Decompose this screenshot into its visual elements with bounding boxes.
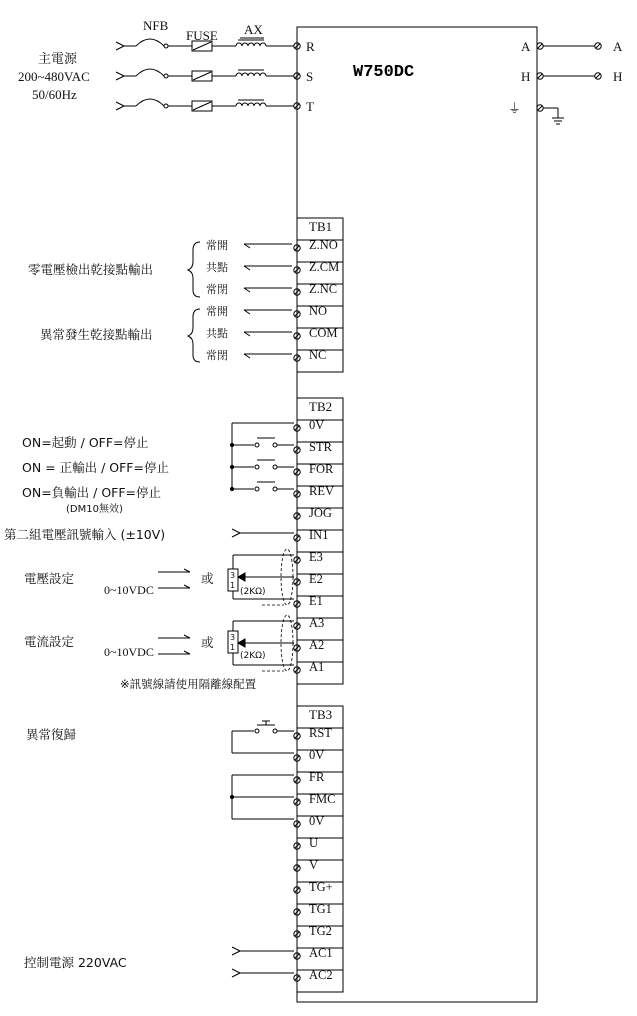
ax-reactor	[236, 43, 266, 46]
main-power-voltage: 200~480VAC	[18, 69, 90, 84]
contact-arrow	[244, 354, 250, 358]
input-arrow	[116, 46, 124, 50]
wiper-arrow	[238, 573, 245, 581]
tb1-terminal: NO	[309, 304, 328, 318]
contact-arrow	[244, 288, 250, 292]
contact-arrow	[244, 266, 250, 270]
tb2-terminal: A2	[309, 638, 325, 652]
switch-contact	[273, 443, 277, 447]
input-arrow	[232, 951, 240, 955]
ground-icon: ⏚	[508, 102, 522, 117]
tb2-terminal: A3	[309, 616, 325, 630]
contact-label: 常閉	[206, 283, 228, 296]
fault-output-label: 異常發生乾接點輸出	[40, 327, 153, 342]
junction-dot	[230, 487, 233, 490]
reverse-subnote: (DM10無效)	[66, 504, 123, 515]
current-pot-value: (2KΩ)	[240, 651, 266, 661]
ax-reactor	[236, 73, 266, 76]
outer-a-label: A	[613, 39, 623, 54]
nfb-breaker	[136, 69, 164, 76]
breaker-contact	[164, 74, 168, 78]
tb3-terminal: V	[309, 858, 319, 872]
voltage-or-label: 或	[201, 571, 214, 586]
tb3-terminal: FR	[309, 770, 325, 784]
tb3-terminal: AC1	[309, 946, 333, 960]
breaker-contact	[164, 104, 168, 108]
button-contact	[273, 729, 277, 733]
switch-contact	[273, 487, 277, 491]
reverse-note: ON=負輸出 / OFF=停止	[22, 485, 162, 500]
ax-reactor	[236, 103, 266, 106]
terminal-s-label: S	[306, 69, 314, 84]
input-arrow	[232, 973, 240, 977]
input-arrow	[116, 72, 124, 76]
zero-voltage-output-label: 零電壓檢出乾接點輸出	[28, 262, 154, 277]
terminal-t-label: T	[306, 99, 314, 114]
switch-contact	[255, 465, 259, 469]
tb2-terminal: E2	[309, 572, 323, 586]
current-range-label: 0~10VDC	[104, 645, 154, 659]
tb1-terminal: Z.CM	[309, 260, 340, 274]
tb3-terminal: TG+	[309, 880, 333, 894]
tb3-label: TB3	[309, 707, 333, 722]
shield-note: ※訊號線請使用隔離線配置	[120, 677, 257, 691]
contact-arrow	[244, 310, 250, 314]
breaker-contact	[164, 44, 168, 48]
input-arrow	[232, 969, 240, 973]
junction-dot	[230, 443, 233, 446]
tb1-terminal: Z.NC	[309, 282, 338, 296]
tb2-terminal: A1	[309, 660, 325, 674]
tb3-wires	[230, 721, 294, 977]
junction-dot	[230, 465, 233, 468]
main-power-label: 主電源	[38, 52, 78, 67]
terminal-h-label: H	[521, 69, 531, 84]
fuse-element	[193, 72, 211, 80]
junction-dot	[230, 795, 233, 798]
tb1-terminal: Z.NO	[309, 238, 338, 252]
contact-label: 共點	[206, 261, 228, 274]
contact-arrow	[244, 332, 250, 336]
contact-label: 常開	[206, 239, 228, 252]
switch-contact	[255, 487, 259, 491]
current-pot-pin-bottom: 1	[230, 643, 236, 652]
reset-label: 異常復歸	[26, 727, 77, 742]
zero-brace	[188, 242, 200, 297]
contact-arrow	[244, 244, 250, 248]
ax-label: AX	[244, 22, 263, 37]
armature-wiring	[537, 43, 601, 124]
tb1-terminal: NC	[309, 348, 327, 362]
tb2-terminal: FOR	[309, 462, 334, 476]
current-pot-pin-top: 3	[230, 633, 236, 642]
voltage-range-label: 0~10VDC	[104, 583, 154, 597]
main-power-frequency: 50/60Hz	[32, 87, 77, 102]
terminal-a-label: A	[521, 39, 531, 54]
tb3-terminal: TG1	[309, 902, 332, 916]
switch-contact	[255, 443, 259, 447]
voltage-pot-value: (2KΩ)	[240, 587, 266, 597]
contact-label: 常開	[206, 305, 228, 318]
voltage-pot-pin-top: 3	[230, 571, 236, 580]
tb3-terminal: RST	[309, 726, 332, 740]
tb2-terminal: REV	[309, 484, 334, 498]
tb3-terminal: 0V	[309, 748, 325, 762]
power-lines	[116, 39, 300, 111]
outer-h-label: H	[613, 69, 623, 84]
tb1-label: TB1	[309, 219, 333, 234]
contact-label: 共點	[206, 327, 228, 340]
nfb-breaker	[136, 39, 164, 46]
fault-brace	[188, 309, 200, 362]
input-arrow	[116, 106, 124, 110]
in1-label: 第二組電壓訊號輸入 (±10V)	[4, 527, 166, 542]
tb2-terminal: IN1	[309, 528, 329, 542]
tb1-wires	[244, 244, 292, 358]
tb2-wires	[158, 423, 294, 671]
input-arrow	[116, 102, 124, 106]
nfb-breaker	[136, 99, 164, 106]
tb1-terminal: COM	[309, 326, 338, 340]
switch-contact	[273, 465, 277, 469]
input-arrow	[232, 529, 240, 533]
input-arrow	[116, 76, 124, 80]
tb3-terminal: AC2	[309, 968, 333, 982]
input-arrow	[232, 947, 240, 951]
fuse-label: FUSE	[186, 28, 218, 43]
tb2-terminal: E3	[309, 550, 323, 564]
control-power-label: 控制電源 220VAC	[24, 955, 127, 970]
fuse-element	[193, 42, 211, 50]
tb3-terminal: 0V	[309, 814, 325, 828]
current-or-label: 或	[201, 635, 214, 650]
voltage-pot-pin-bottom: 1	[230, 581, 236, 590]
forward-note: ON = 正輸出 / OFF=停止	[22, 460, 169, 475]
tb3-terminal: FMC	[309, 792, 336, 806]
model-title: W750DC	[353, 63, 415, 82]
tb2-terminal: 0V	[309, 418, 325, 432]
tb1-terminal-labels	[309, 238, 339, 362]
tb2-terminal: STR	[309, 440, 332, 454]
tb2-terminal-labels	[309, 418, 334, 674]
wiper-arrow	[238, 639, 245, 647]
input-arrow	[116, 42, 124, 46]
drive-enclosure	[297, 27, 537, 1002]
button-contact	[255, 729, 259, 733]
tb3-terminal-labels	[309, 726, 335, 982]
tb2-label: TB2	[309, 399, 333, 414]
contact-label: 常閉	[206, 349, 228, 362]
input-arrow	[232, 533, 240, 537]
terminal-r-label: R	[306, 39, 315, 54]
tb1-contact-labels	[206, 238, 228, 362]
current-set-label: 電流設定	[24, 634, 75, 649]
tb3-terminal: TG2	[309, 924, 332, 938]
tb3-terminal: U	[309, 836, 319, 850]
tb2-terminal: JOG	[309, 506, 332, 520]
nfb-label: NFB	[143, 18, 169, 33]
fuse-element	[193, 102, 211, 110]
tb2-terminal: E1	[309, 594, 323, 608]
voltage-set-label: 電壓設定	[24, 571, 75, 586]
start-note: ON=起動 / OFF=停止	[22, 435, 149, 450]
